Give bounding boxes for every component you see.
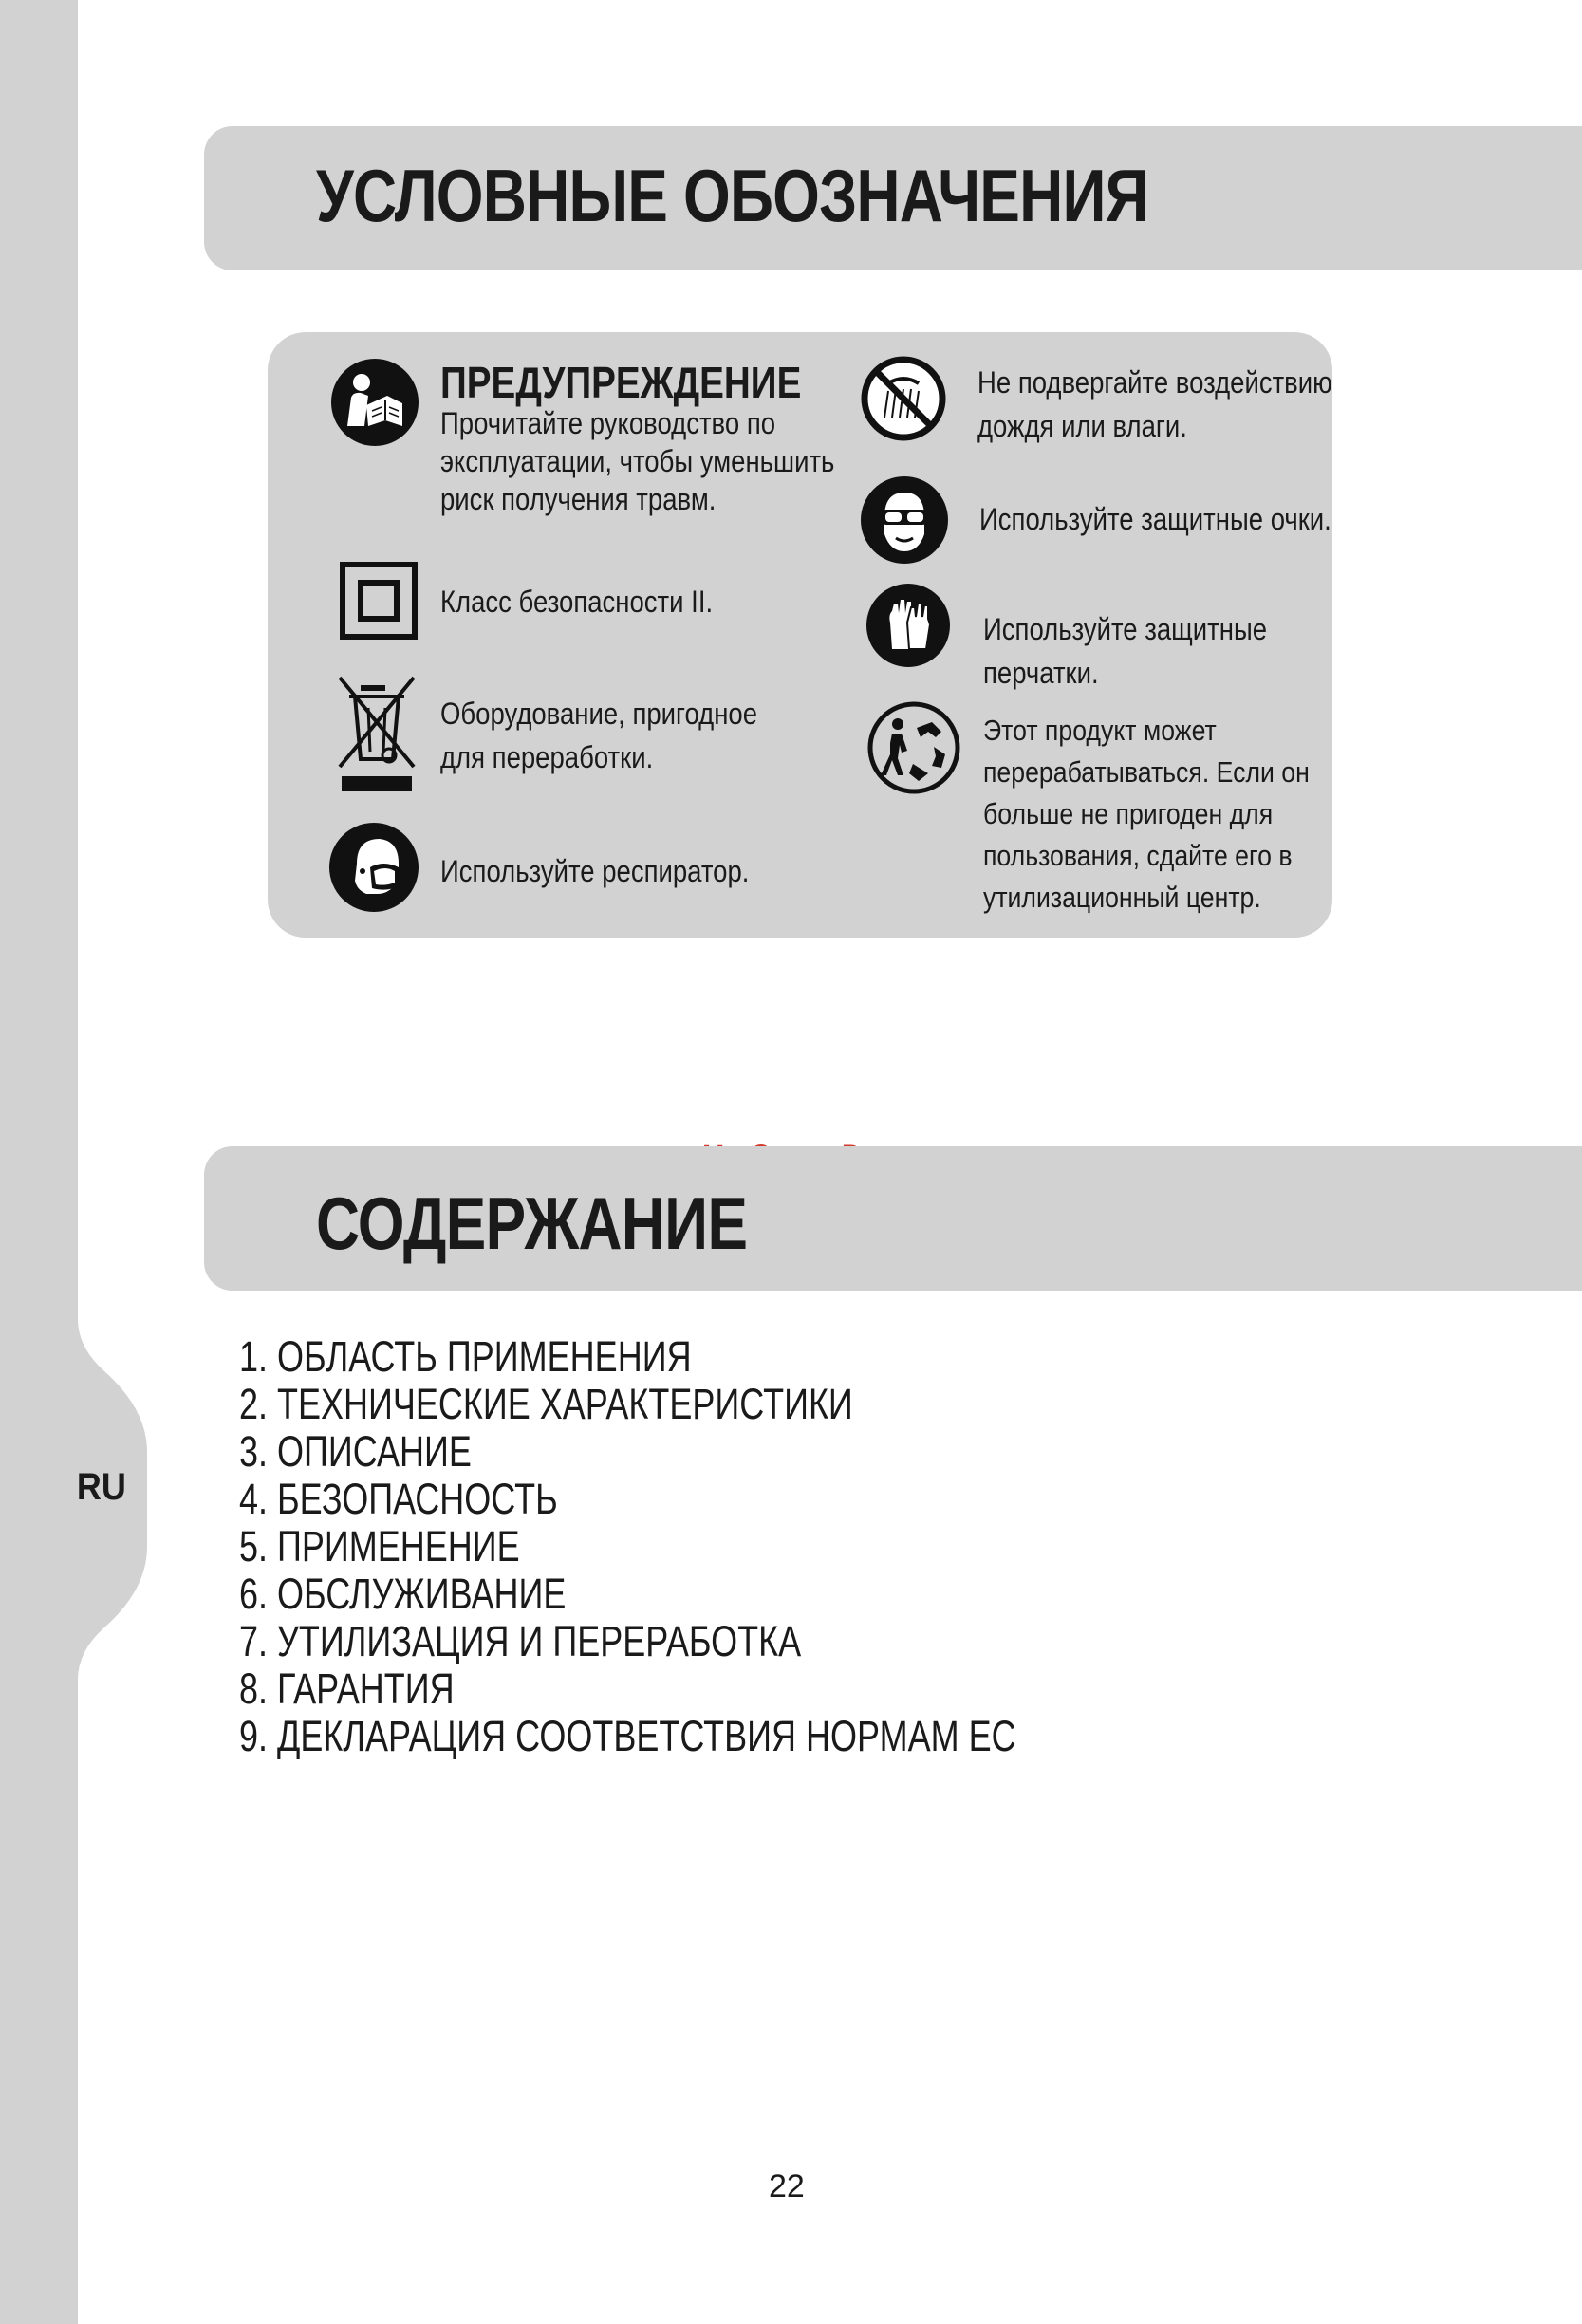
safety-class-text: Класс безопасности II. (440, 585, 714, 619)
warning-line: Прочитайте руководство по (440, 406, 776, 440)
recycle-line: Этот продукт может (983, 714, 1217, 747)
recyclable-line: Оборудование, пригодное (440, 697, 758, 731)
gloves-line: перчатки. (983, 656, 1099, 690)
page-number: 22 (769, 2168, 805, 2204)
recycle-line: утилизационный центр. (983, 881, 1261, 914)
no-rain-line: дождя или влаги. (977, 409, 1187, 443)
respirator-icon (328, 822, 419, 913)
crossed-bin-icon (334, 672, 419, 793)
gloves-line: Используйте защитные (983, 612, 1268, 646)
symbols-header (204, 126, 1582, 270)
recycle-line: перерабатываться. Если он (983, 755, 1310, 789)
recycle-line: больше не пригоден для (983, 797, 1274, 830)
safety-class-ii-icon (339, 561, 419, 641)
symbols-title: УСЛОВНЫЕ ОБОЗНАЧЕНИЯ (316, 154, 1148, 237)
side-strip (0, 0, 78, 2324)
toc-item: 4. БЕЗОПАСНОСТЬ (239, 1475, 558, 1523)
toc-item: 6. ОБСЛУЖИВАНИЕ (239, 1570, 567, 1618)
table-of-contents (239, 1333, 1210, 1760)
warning-line: риск получения травм. (440, 482, 717, 516)
read-manual-icon (330, 358, 419, 447)
warning-line: эксплуатации, чтобы уменьшить (440, 444, 835, 478)
recycle-icon (865, 699, 962, 796)
language-label: RU (76, 1466, 126, 1508)
toc-item: 9. ДЕКЛАРАЦИЯ СООТВЕТСТВИЯ НОРМАМ ЕС (239, 1712, 1016, 1760)
safety-goggles-icon (860, 475, 949, 565)
warning-title: ПРЕДУПРЕЖДЕНИЕ (440, 358, 802, 407)
recycle-text (983, 710, 1310, 919)
gloves-icon (865, 583, 951, 668)
recycle-line: пользования, сдайте его в (983, 839, 1293, 872)
no-rain-line: Не подвергайте воздействию (977, 365, 1332, 400)
contents-header (204, 1146, 1582, 1291)
no-rain-text (977, 361, 1332, 448)
toc-item: 3. ОПИСАНИЕ (239, 1427, 472, 1476)
toc-item: 7. УТИЛИЗАЦИЯ И ПЕРЕРАБОТКА (239, 1617, 802, 1665)
toc-item: 1. ОБЛАСТЬ ПРИМЕНЕНИЯ (239, 1332, 692, 1381)
recyclable-line: для переработки. (440, 740, 654, 774)
toc-item: 5. ПРИМЕНЕНИЕ (239, 1522, 520, 1571)
symbols-legend (268, 332, 1332, 938)
toc-item: 8. ГАРАНТИЯ (239, 1664, 455, 1713)
goggles-text: Используйте защитные очки. (979, 502, 1331, 536)
recyclable-text (440, 692, 757, 779)
respirator-text: Используйте респиратор. (440, 854, 750, 888)
no-rain-icon (860, 355, 947, 442)
gloves-text (983, 607, 1267, 695)
toc-item: 2. ТЕХНИЧЕСКИЕ ХАРАКТЕРИСТИКИ (239, 1380, 853, 1428)
contents-title: СОДЕРЖАНИЕ (316, 1181, 748, 1265)
warning-text (440, 404, 834, 518)
